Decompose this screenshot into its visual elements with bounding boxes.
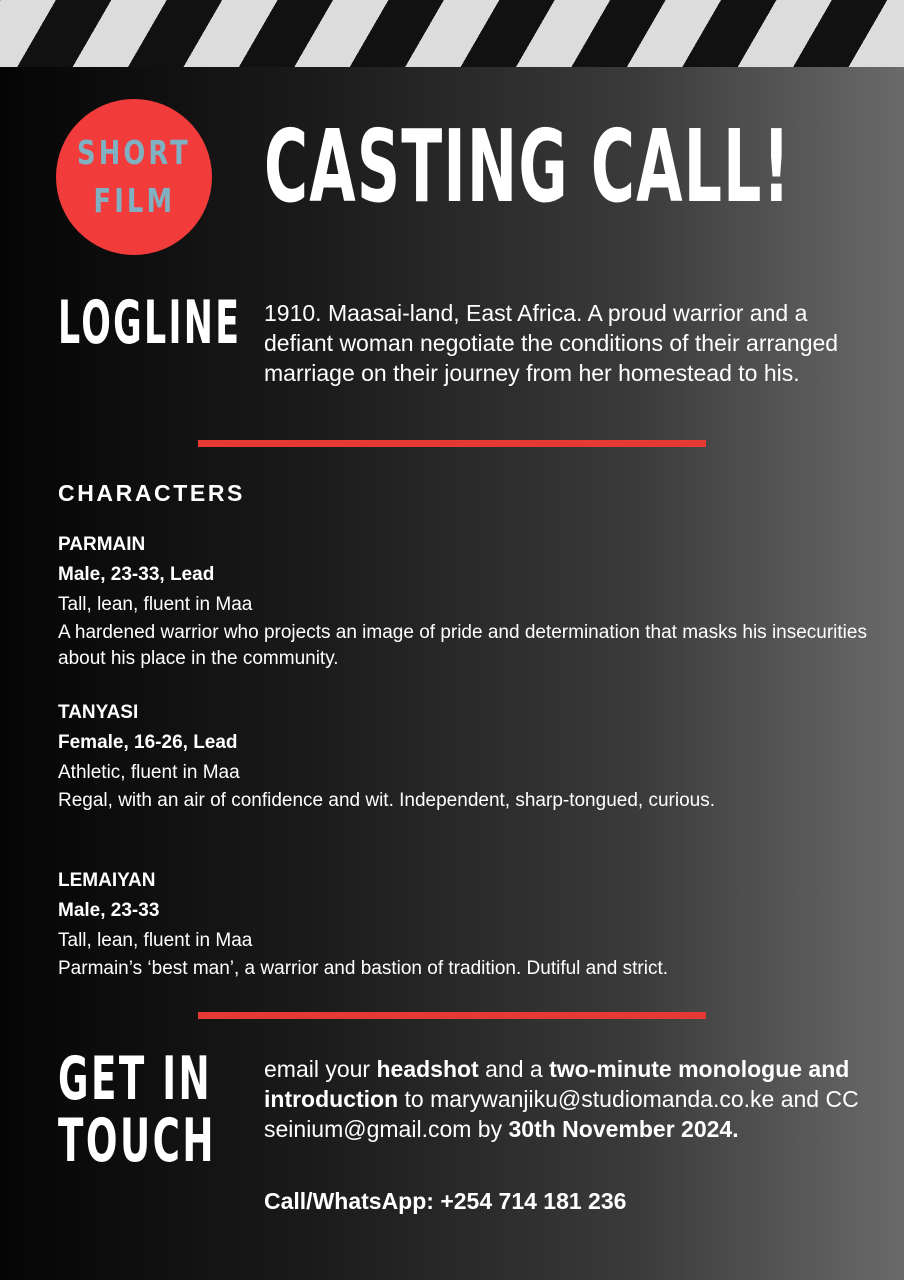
divider-bottom [198, 1012, 706, 1019]
characters-heading: CHARACTERS [58, 480, 245, 506]
character-meta: Male, 23-33, Lead [58, 564, 215, 585]
character-tanyasi [58, 698, 868, 814]
badge-line-2: FILM [93, 181, 175, 220]
contact-instructions [264, 1054, 864, 1144]
character-name: LEMAIYAN [58, 870, 156, 891]
character-meta: Female, 16-26, Lead [58, 732, 238, 753]
character-description: A hardened warrior who projects an image of pride and determination that masks his insecurities about his place in the community. [58, 622, 867, 669]
divider-top [198, 440, 706, 447]
character-lemaiyan [58, 866, 868, 982]
logline-text: 1910. Maasai-land, East Africa. A proud warrior and a defiant woman negotiate the conditions of their arranged marriage on their journey from her homestead to his. [264, 300, 839, 386]
short-film-badge [56, 99, 212, 255]
contact-bold-headshot: headshot [376, 1056, 479, 1082]
character-traits: Athletic, fluent in Maa [58, 762, 240, 783]
get-in-touch-line-1: GET IN [58, 1044, 213, 1114]
character-description: Regal, with an air of confidence and wit. Independent, sharp-tongued, curious. [58, 790, 715, 811]
character-description: Parmain’s ‘best man’, a warrior and bastion of tradition. Dutiful and strict. [58, 958, 669, 979]
contact-text-3: to marywanjiku@studiomanda.co.ke and CC seinium@gmail.com by [264, 1086, 859, 1142]
clapperboard-stripes [0, 0, 904, 67]
contact-bold-deadline: 30th November 2024. [508, 1116, 739, 1142]
contact-bold-monologue: two-minute monologue and introduction [264, 1056, 850, 1112]
logline-heading: LOGLINE [58, 288, 242, 358]
character-meta: Male, 23-33 [58, 900, 160, 921]
character-name: TANYASI [58, 702, 139, 723]
get-in-touch-heading [58, 1044, 217, 1176]
character-traits: Tall, lean, fluent in Maa [58, 930, 253, 951]
contact-text-1: email your [264, 1056, 377, 1082]
character-parmain [58, 530, 868, 672]
character-name: PARMAIN [58, 534, 146, 555]
contact-text-2: and a [478, 1056, 550, 1082]
contact-phone: Call/WhatsApp: +254 714 181 236 [264, 1188, 627, 1214]
get-in-touch-line-2: TOUCH [58, 1106, 217, 1176]
character-traits: Tall, lean, fluent in Maa [58, 594, 253, 615]
badge-line-1: SHORT [77, 133, 191, 172]
page-title: CASTING CALL! [264, 108, 792, 225]
